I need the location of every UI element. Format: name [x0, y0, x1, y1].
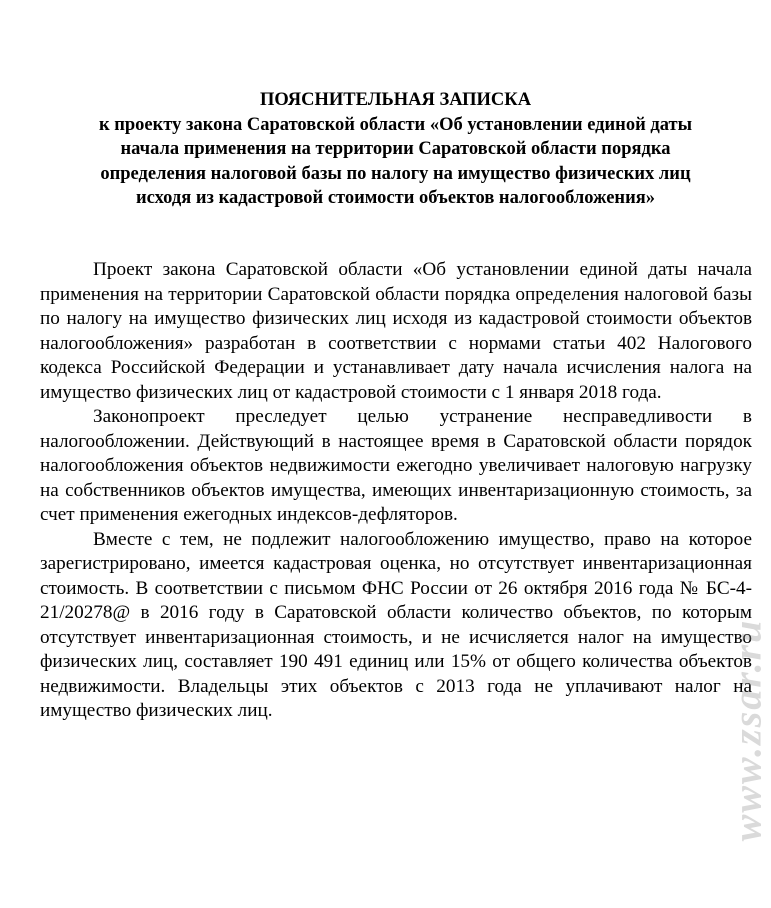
heading-subtitle-line: начала применения на территории Саратовской области порядка [120, 139, 671, 159]
body-paragraph: Проект закона Саратовской области «Об установлении единой даты начала применения на территории Саратовской области порядка определения налоговой базы по налогу на имущество физических лиц исходя из кадастровой стоимости объектов налогообложения» разработан в соответствии с нормами статьи 402 Налогового кодекса Российской Федерации и устанавливает дату начала исчисления налога на имущество физических лиц от кадастровой стоимости с 1 января 2018 года. [40, 259, 752, 403]
watermark-text: www.zsar.ru [724, 618, 770, 842]
heading-subtitle-line: определения налоговой базы по налогу на имущество физических лиц [100, 163, 691, 184]
heading-subtitle-line: к проекту закона Саратовской области «Об установлении единой даты [98, 114, 693, 135]
body-paragraph: Законопроект преследует целью устранение несправедливости в налогообложении. Действующий в настоящее время в Саратовской области порядок налогообложения объектов недвижимости ежегодно увеличивает налоговую нагрузку на собственников объектов имущества, имеющих инвентаризационную стоимость, за счет применения ежегодных индексов-дефляторов. [40, 406, 752, 525]
heading-title: ПОЯСНИТЕЛЬНАЯ ЗАПИСКА [259, 90, 532, 110]
document-heading [40, 88, 751, 211]
body-paragraph: Вместе с тем, не подлежит налогообложению имущество, право на которое зарегистрировано, имеется кадастровая оценка, но отсутствует инвентаризационная стоимость. В соответствии с письмом ФНС России от 26 октября 2016 года № БС-4-21/20278@ в 2016 году в Саратовской области количество объектов, по которым отсутствует инвентаризационная стоимость, и не исчисляется налог на имущество физических лиц, составляет 190 491 единиц или 15% от общего количества объектов недвижимости. Владельцы этих объектов с 2013 года не уплачивают налог на имущество физических лиц. [40, 528, 752, 721]
heading-subtitle-line: исходя из кадастровой стоимости объектов налогообложения» [136, 188, 655, 208]
document-body [40, 258, 752, 724]
